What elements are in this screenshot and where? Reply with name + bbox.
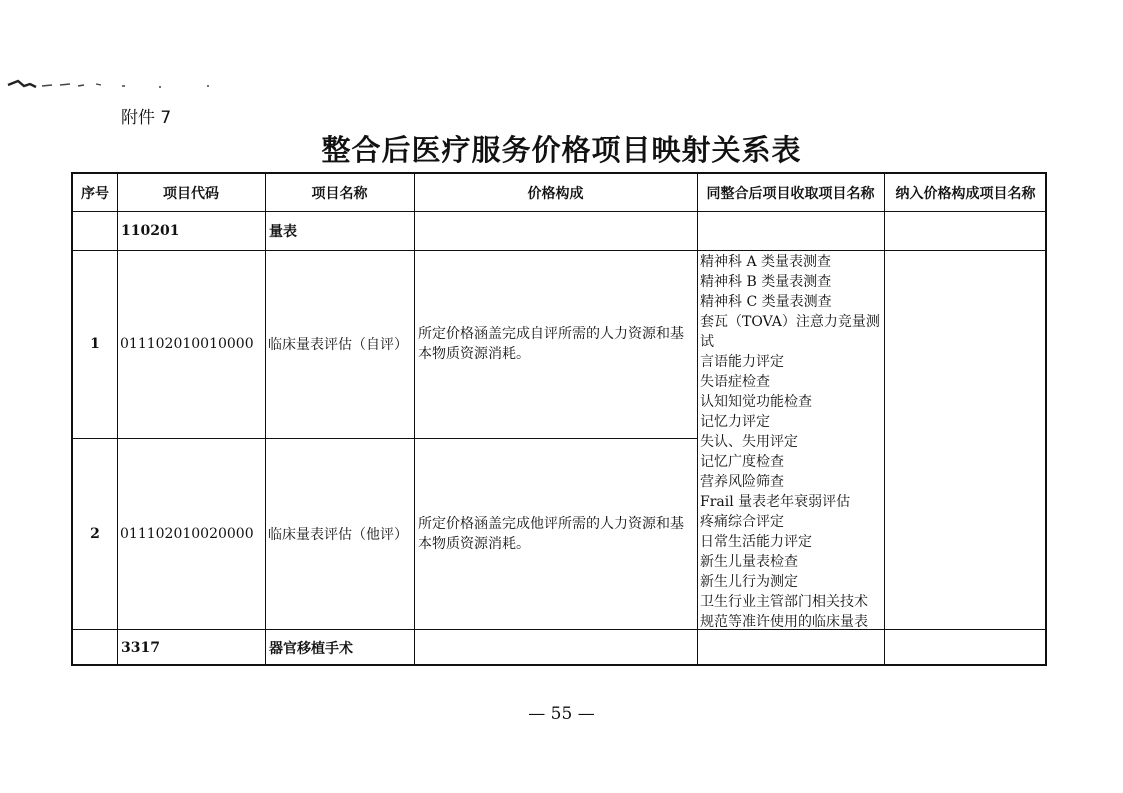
row-seq: 2 <box>90 525 100 542</box>
list-item: 精神科 C 类量表测查 <box>700 294 832 310</box>
header-merged-items: 同整合后项目收取项目名称 <box>706 185 875 202</box>
list-item: 言语能力评定 <box>700 354 784 370</box>
list-item: 日常生活能力评定 <box>700 534 812 550</box>
list-item: 套瓦（TOVA）注意力竞量测 <box>700 314 880 330</box>
list-item: 记忆力评定 <box>700 414 770 430</box>
list-item: 试 <box>700 334 714 350</box>
page-number: — 55 — <box>528 704 595 724</box>
header-seq: 序号 <box>81 185 109 202</box>
scan-artifact-mark <box>4 78 234 90</box>
column-divider <box>265 174 266 664</box>
list-item: 精神科 B 类量表测查 <box>700 274 832 290</box>
list-item: 记忆广度检查 <box>700 454 784 470</box>
merged-items-list <box>700 252 882 632</box>
row-seq: 1 <box>90 336 100 352</box>
column-divider <box>697 174 698 664</box>
list-item: Frail 量表老年衰弱评估 <box>700 494 851 510</box>
page-title: 整合后医疗服务价格项目映射关系表 <box>321 133 802 167</box>
list-item: 失认、失用评定 <box>700 434 798 450</box>
header-included-items: 纳入价格构成项目名称 <box>895 185 1036 202</box>
list-item: 失语症检查 <box>700 374 770 390</box>
row-code: 011102010010000 <box>120 336 254 352</box>
row-name: 临床量表评估（他评） <box>268 526 408 543</box>
header-name: 项目名称 <box>311 185 368 202</box>
list-item: 规范等准许使用的临床量表 <box>700 614 868 630</box>
list-item: 认知知觉功能检查 <box>700 394 812 410</box>
row-name: 临床量表评估（自评） <box>268 337 408 353</box>
attachment-label: 附件 7 <box>121 108 172 128</box>
list-item: 疼痛综合评定 <box>700 514 784 530</box>
list-item: 营养风险筛查 <box>700 474 784 490</box>
category-code: 110201 <box>121 222 180 239</box>
list-item: 卫生行业主管部门相关技术 <box>700 594 868 610</box>
list-item: 精神科 A 类量表测查 <box>700 254 832 270</box>
header-code: 项目代码 <box>163 185 219 202</box>
row-composition: 所定价格涵盖完成自评所需的人力资源和基本物质资源消耗。 <box>418 326 684 362</box>
column-divider <box>117 174 118 664</box>
column-divider <box>884 174 885 664</box>
row-code: 011102010020000 <box>120 525 254 542</box>
category-code: 3317 <box>121 639 160 656</box>
header-composition: 价格构成 <box>527 185 584 202</box>
list-item: 新生儿行为测定 <box>700 574 798 590</box>
category-name: 器官移植手术 <box>269 640 353 657</box>
row-composition: 所定价格涵盖完成他评所需的人力资源和基本物质资源消耗。 <box>418 516 684 552</box>
column-divider <box>414 174 415 664</box>
category-name: 量表 <box>269 223 297 240</box>
list-item: 新生儿量表检查 <box>700 554 798 570</box>
mapping-table <box>71 172 1047 666</box>
